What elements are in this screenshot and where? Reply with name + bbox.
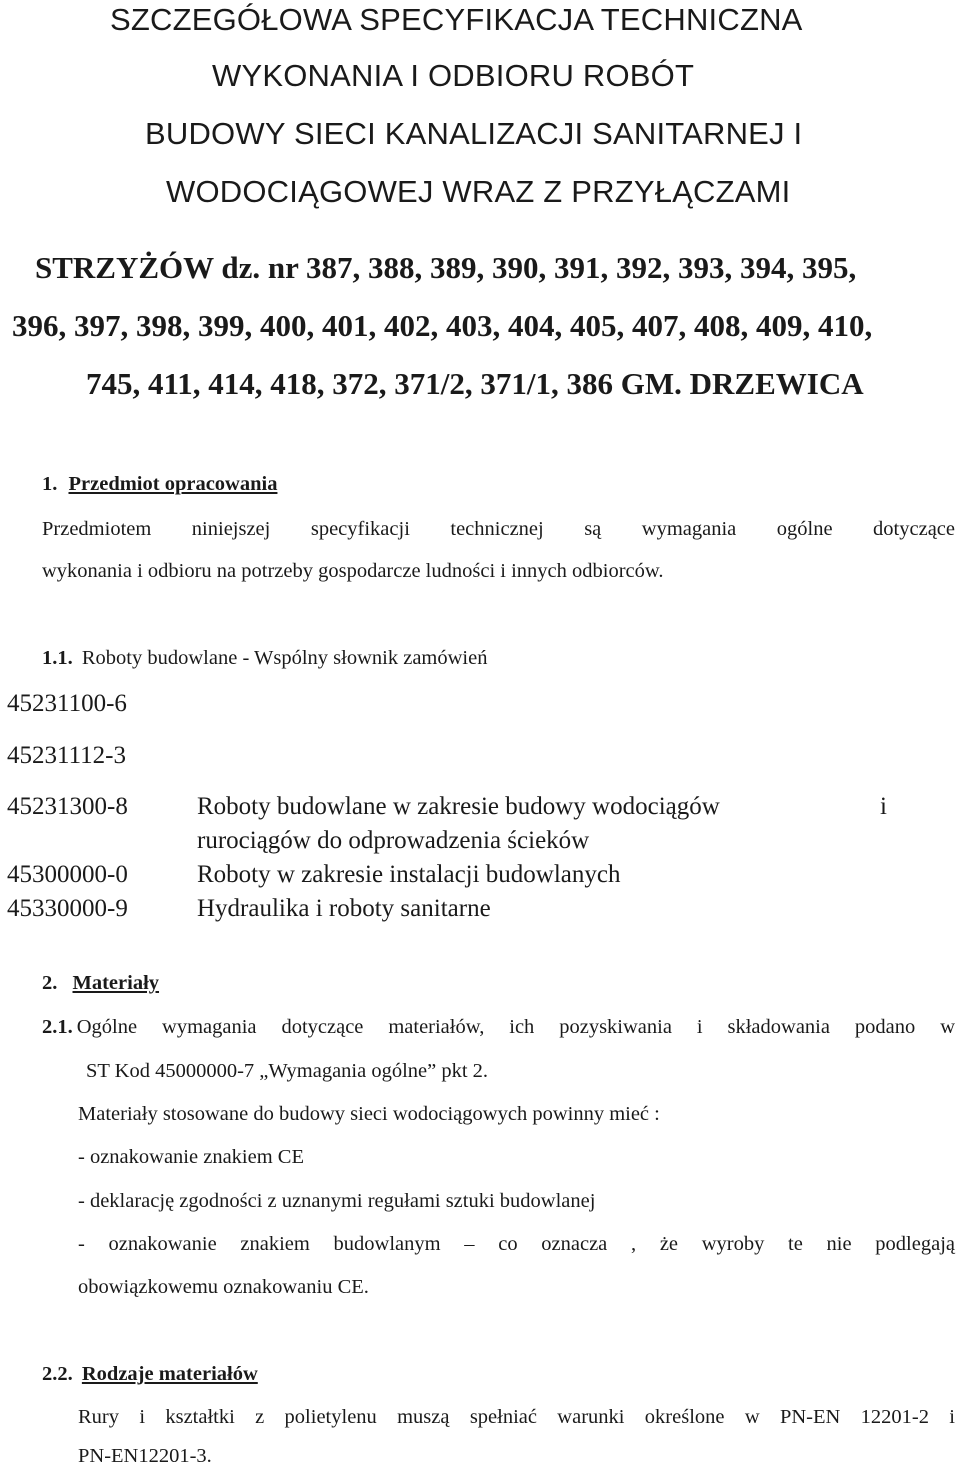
section-number: 2.1. <box>42 1016 73 1038</box>
cpv-code: 45330000-9 <box>7 895 128 922</box>
title-line-3: BUDOWY SIECI KANALIZACJI SANITARNEJ I <box>145 116 803 151</box>
cpv-code: 45231300-8 <box>7 793 128 820</box>
section-text: Ogólne wymagania dotyczące materiałów, ich pozyskiwania i składowania podano w <box>76 1016 955 1038</box>
cpv-description: Roboty w zakresie instalacji budowlanych <box>197 861 621 888</box>
title-line-2: WYKONANIA I ODBIORU ROBÓT <box>212 58 695 93</box>
section-title: Roboty budowlane - Wspólny słownik zamówień <box>81 647 488 669</box>
section-number: 1.1. <box>42 647 73 669</box>
section-2-1-line-3: Materiały stosowane do budowy sieci wodociągowych powinny mieć : <box>78 1103 660 1125</box>
section-title: Materiały <box>72 972 160 994</box>
cpv-code: 45231100-6 <box>7 690 127 717</box>
requirement-item: - oznakowanie znakiem budowlanym – co oznacza , że wyroby te nie podlegają <box>78 1233 955 1255</box>
title-line-4: WODOCIĄGOWEJ WRAZ Z PRZYŁĄCZAMI <box>166 174 791 209</box>
section-number: 2.2. <box>42 1363 73 1385</box>
section-title: Przedmiot opracowania <box>68 473 278 495</box>
requirement-item-continuation: obowiązkowemu oznakowaniu CE. <box>78 1276 369 1298</box>
section-2-2-line-2: PN-EN12201-3. <box>78 1445 212 1467</box>
section-1-1-heading <box>42 647 487 670</box>
location-line-2: 396, 397, 398, 399, 400, 401, 402, 403, 404, 405, 407, 408, 409, 410, <box>12 308 873 343</box>
section-number: 1. <box>42 473 58 495</box>
requirement-item: - oznakowanie znakiem CE <box>78 1146 304 1168</box>
section-2-1-line-2: ST Kod 45000000-7 „Wymagania ogólne” pkt 2. <box>86 1060 489 1082</box>
section-number: 2. <box>42 972 58 994</box>
location-line-1: STRZYŻÓW dz. nr 387, 388, 389, 390, 391, 392, 393, 394, 395, <box>35 250 857 285</box>
section-1-heading <box>42 473 277 496</box>
section-1-paragraph-line-1: Przedmiotem niniejszej specyfikacji technicznej są wymagania ogólne dotyczące <box>42 518 955 540</box>
requirement-item: - deklarację zgodności z uznanymi regułami sztuki budowlanej <box>78 1190 596 1212</box>
section-2-2-line-1: Rury i kształtki z polietylenu muszą spełniać warunki określone w PN-EN 12201-2 i <box>78 1406 955 1428</box>
section-2-2-heading <box>42 1363 258 1386</box>
cpv-description-end: i <box>880 793 887 820</box>
section-2-heading <box>42 972 159 995</box>
section-title: Rodzaje materiałów <box>81 1363 258 1385</box>
cpv-description: rurociągów do odprowadzenia ścieków <box>197 827 590 854</box>
cpv-code: 45300000-0 <box>7 861 128 888</box>
section-1-paragraph-line-2: wykonania i odbioru na potrzeby gospodarcze ludności i innych odbiorców. <box>42 560 664 582</box>
location-line-3: 745, 411, 414, 418, 372, 371/2, 371/1, 386 GM. DRZEWICA <box>86 366 864 401</box>
cpv-code: 45231112-3 <box>7 742 126 769</box>
title-line-1: SZCZEGÓŁOWA SPECYFIKACJA TECHNICZNA <box>110 2 803 37</box>
section-2-1-line-1 <box>42 1016 955 1039</box>
cpv-description: Hydraulika i roboty sanitarne <box>197 895 491 922</box>
cpv-description: Roboty budowlane w zakresie budowy wodociągów <box>197 793 720 820</box>
